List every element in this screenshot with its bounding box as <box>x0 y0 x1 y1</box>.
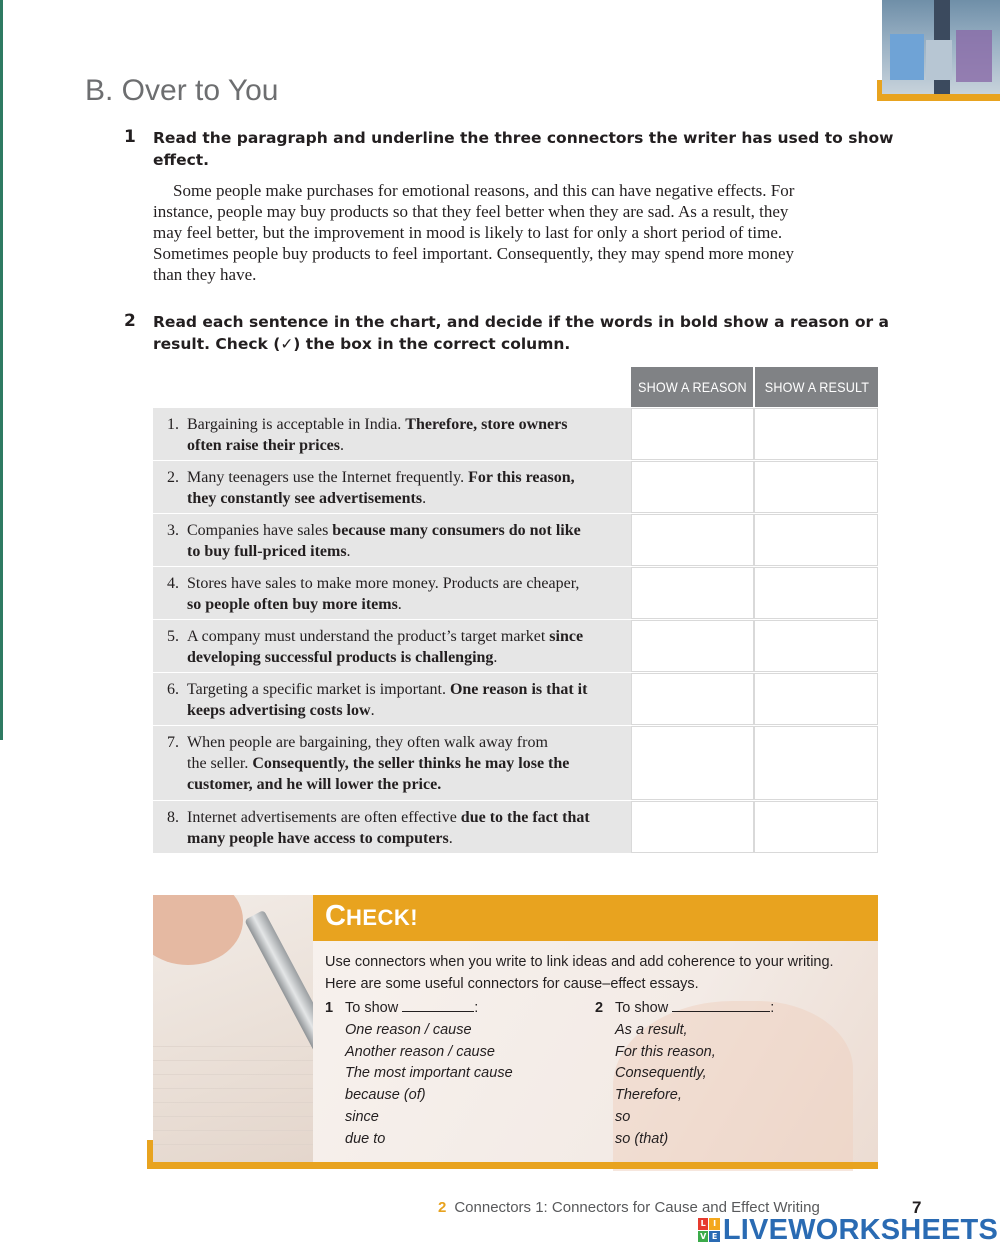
question-2-instruction <box>153 311 890 355</box>
result-checkbox[interactable] <box>754 726 878 800</box>
question-2-instruction-line: result. Check (✓) the box in the correct column. <box>153 335 571 353</box>
connector-item: because (of) <box>345 1087 426 1104</box>
chapter-title: Connectors 1: Connectors for Cause and Effect Writing <box>454 1199 820 1216</box>
paragraph-line[interactable]: may feel better, but the improvement in mood is likely to last for only a short period of time. <box>153 223 783 242</box>
connector-item: As a result, <box>615 1021 688 1038</box>
chart-row <box>153 461 878 513</box>
paragraph-line[interactable]: Sometimes people buy products to feel important. Consequently, they may spend more money <box>153 244 794 263</box>
section-title: B. Over to You <box>85 74 279 107</box>
reason-checkbox[interactable] <box>631 620 754 672</box>
reason-checkbox[interactable] <box>631 726 754 800</box>
connector-item: so (that) <box>615 1130 669 1147</box>
chart-statement: 5. A company must understand the product’s target market since developing successful products is challenging. <box>153 620 631 672</box>
paragraph-line[interactable]: than they have. <box>153 265 257 284</box>
chart-statement: 7. When people are bargaining, they often walk away from the seller. Consequently, the seller thinks he may lose the customer, and he will lower the price. <box>153 726 631 800</box>
result-checkbox[interactable] <box>754 461 878 513</box>
check-left-bar <box>147 1140 153 1169</box>
column-header-reason: SHOW A REASON <box>631 367 753 407</box>
connector-list-reason: 1 To show : One reason / cause Another reason / cause The most important cause because (of) since due to <box>325 998 513 1151</box>
reading-paragraph[interactable] <box>153 180 878 285</box>
connector-item: The most important cause <box>345 1065 513 1082</box>
fill-in-blank[interactable] <box>402 1000 474 1012</box>
page-number: 7 <box>912 1198 922 1217</box>
shopping-bags-photo <box>882 0 1000 96</box>
chart-row <box>153 620 878 672</box>
result-checkbox[interactable] <box>754 408 878 460</box>
chapter-number: 2 <box>438 1199 447 1216</box>
connector-item: so <box>615 1108 631 1125</box>
check-intro-line: Here are some useful connectors for cause–effect essays. <box>325 976 699 992</box>
connector-item: due to <box>345 1130 386 1147</box>
chart-row <box>153 726 878 800</box>
connector-item: since <box>345 1108 379 1125</box>
result-checkbox[interactable] <box>754 514 878 566</box>
check-bottom-bar <box>147 1162 878 1169</box>
check-intro <box>325 951 870 995</box>
corner-accent-bar-vertical <box>877 80 882 100</box>
check-intro-line: Use connectors when you write to link ideas and add coherence to your writing. <box>325 954 834 970</box>
question-1-number: 1 <box>124 127 136 147</box>
result-checkbox[interactable] <box>754 673 878 725</box>
chart-statement: 1. Bargaining is acceptable in India. Therefore, store owners often raise their prices. <box>153 408 631 460</box>
chart-row <box>153 408 878 460</box>
question-1-instruction-line: effect. <box>153 151 210 169</box>
check-title: CHECK! <box>325 900 419 932</box>
chart-statement: 6. Targeting a specific market is important. One reason is that it keeps advertising costs low. <box>153 673 631 725</box>
reason-checkbox[interactable] <box>631 673 754 725</box>
chart-row <box>153 514 878 566</box>
chart-row <box>153 801 878 853</box>
paragraph-line[interactable]: Some people make purchases for emotional reasons, and this can have negative effects. For <box>173 181 795 200</box>
reason-checkbox[interactable] <box>631 408 754 460</box>
connector-item: Therefore, <box>615 1087 682 1104</box>
question-2-instruction-line: Read each sentence in the chart, and decide if the words in bold show a reason or a <box>153 313 890 331</box>
question-1-instruction-line: Read the paragraph and underline the three connectors the writer has used to show <box>153 129 894 147</box>
question-2-number: 2 <box>124 311 136 331</box>
chart-statement: 3. Companies have sales because many consumers do not like to buy full-priced items. <box>153 514 631 566</box>
reason-checkbox[interactable] <box>631 567 754 619</box>
reason-checkbox[interactable] <box>631 514 754 566</box>
page-edge-strip <box>0 0 3 740</box>
fill-in-blank[interactable] <box>672 1000 770 1012</box>
liveworksheets-mark-icon: L I V E <box>698 1218 720 1242</box>
corner-accent-bar <box>877 94 1000 101</box>
connector-item: Another reason / cause <box>345 1043 495 1060</box>
result-checkbox[interactable] <box>754 801 878 853</box>
question-1-instruction <box>153 127 894 171</box>
connector-list-result: 2 To show : As a result, For this reason, Consequently, Therefore, so so (that) <box>595 998 774 1151</box>
column-header-result: SHOW A RESULT <box>755 367 878 407</box>
result-checkbox[interactable] <box>754 567 878 619</box>
chart-statement: 8. Internet advertisements are often effective due to the fact that many people have access to computers. <box>153 801 631 853</box>
reason-checkbox[interactable] <box>631 461 754 513</box>
connector-item: One reason / cause <box>345 1021 472 1038</box>
connector-item: Consequently, <box>615 1065 707 1082</box>
liveworksheets-wordmark: LIVEWORKSHEETS <box>722 1213 998 1246</box>
chart-row <box>153 673 878 725</box>
reason-checkbox[interactable] <box>631 801 754 853</box>
pen-writing-photo <box>153 895 313 1162</box>
result-checkbox[interactable] <box>754 620 878 672</box>
chart-row <box>153 567 878 619</box>
chart-statement: 2. Many teenagers use the Internet frequently. For this reason, they constantly see advertisements. <box>153 461 631 513</box>
connector-item: For this reason, <box>615 1043 716 1060</box>
liveworksheets-logo <box>698 1214 998 1246</box>
paragraph-line[interactable]: instance, people may buy products so that they feel better when they are sad. As a result, they <box>153 202 789 221</box>
chart-statement: 4. Stores have sales to make more money. Products are cheaper, so people often buy more items. <box>153 567 631 619</box>
